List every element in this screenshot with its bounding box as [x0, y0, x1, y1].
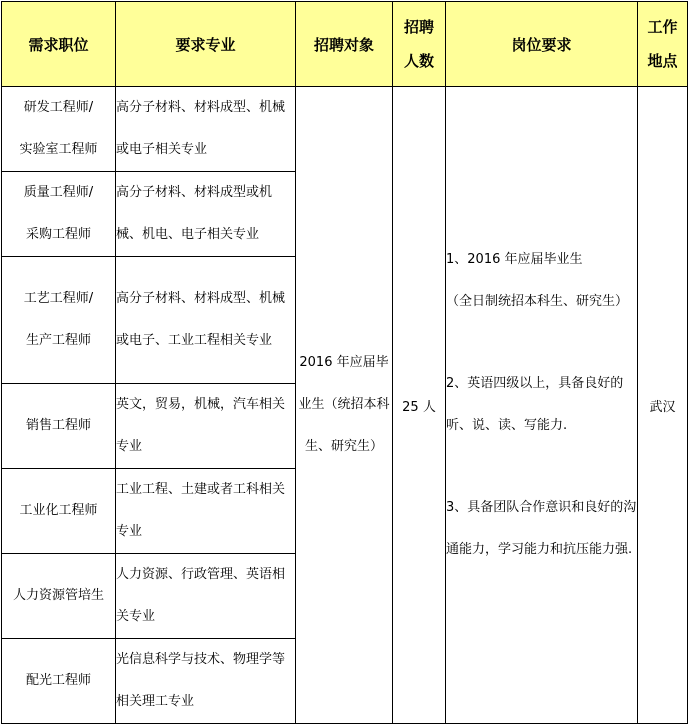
- header-count: [393, 2, 446, 87]
- header-target: 招聘对象: [296, 2, 393, 87]
- header-major: 要求专业: [116, 2, 296, 87]
- header-location: [638, 2, 688, 87]
- position-line1: 工艺工程师/: [23, 291, 94, 306]
- header-position: 需求职位: [2, 2, 116, 87]
- requirement-item-1-note: （全日制统招本科生、研究生）: [446, 294, 629, 309]
- header-requirements: 岗位要求: [446, 2, 638, 87]
- position-line1: 质量工程师/: [23, 185, 94, 200]
- header-row: [2, 2, 688, 87]
- position-cell: [2, 257, 116, 384]
- position-line2: 生产工程师: [25, 333, 91, 348]
- position-line1: 销售工程师: [25, 418, 91, 433]
- position-line1: 工业化工程师: [19, 503, 98, 518]
- count-cell: 25 人: [393, 87, 446, 724]
- position-cell: [2, 554, 116, 639]
- position-cell: [2, 384, 116, 469]
- recruitment-table: [1, 1, 688, 724]
- major-cell: 人力资源、行政管理、英语相关专业: [116, 554, 296, 639]
- position-cell: [2, 87, 116, 172]
- requirement-item-2: 2、英语四级以上，具备良好的听、说、读、写能力.: [446, 376, 624, 433]
- position-line1: 研发工程师/: [23, 100, 94, 115]
- position-cell: [2, 639, 116, 724]
- header-location-line1: 工作: [647, 18, 678, 36]
- position-line1: 人力资源管培生: [12, 588, 104, 603]
- major-cell: 光信息科学与技术、物理学等相关理工专业: [116, 639, 296, 724]
- major-cell: 高分子材料、材料成型、机械或电子、工业工程相关专业: [116, 257, 296, 384]
- position-line2: 采购工程师: [25, 227, 91, 242]
- position-cell: [2, 469, 116, 554]
- position-cell: [2, 172, 116, 257]
- major-cell: 高分子材料、材料成型或机械、机电、电子相关专业: [116, 172, 296, 257]
- location-cell: 武汉: [638, 87, 688, 724]
- major-cell: 高分子材料、材料成型、机械或电子相关专业: [116, 87, 296, 172]
- header-count-line1: 招聘: [403, 18, 434, 36]
- requirement-item-3: 3、具备团队合作意识和良好的沟通能力，学习能力和抗压能力强.: [446, 500, 637, 557]
- requirement-item-1: 1、2016 年应届毕业生: [446, 252, 583, 267]
- table-row: [2, 87, 688, 172]
- major-cell: 英文，贸易，机械，汽车相关专业: [116, 384, 296, 469]
- header-count-line2: 人数: [403, 52, 434, 70]
- target-cell: 2016 年应届毕业生（统招本科生、研究生）: [296, 87, 393, 724]
- position-line1: 配光工程师: [25, 673, 91, 688]
- requirements-cell: [446, 87, 638, 724]
- position-line2: 实验室工程师: [19, 142, 98, 157]
- header-location-line2: 地点: [647, 52, 678, 70]
- major-cell: 工业工程、土建或者工科相关专业: [116, 469, 296, 554]
